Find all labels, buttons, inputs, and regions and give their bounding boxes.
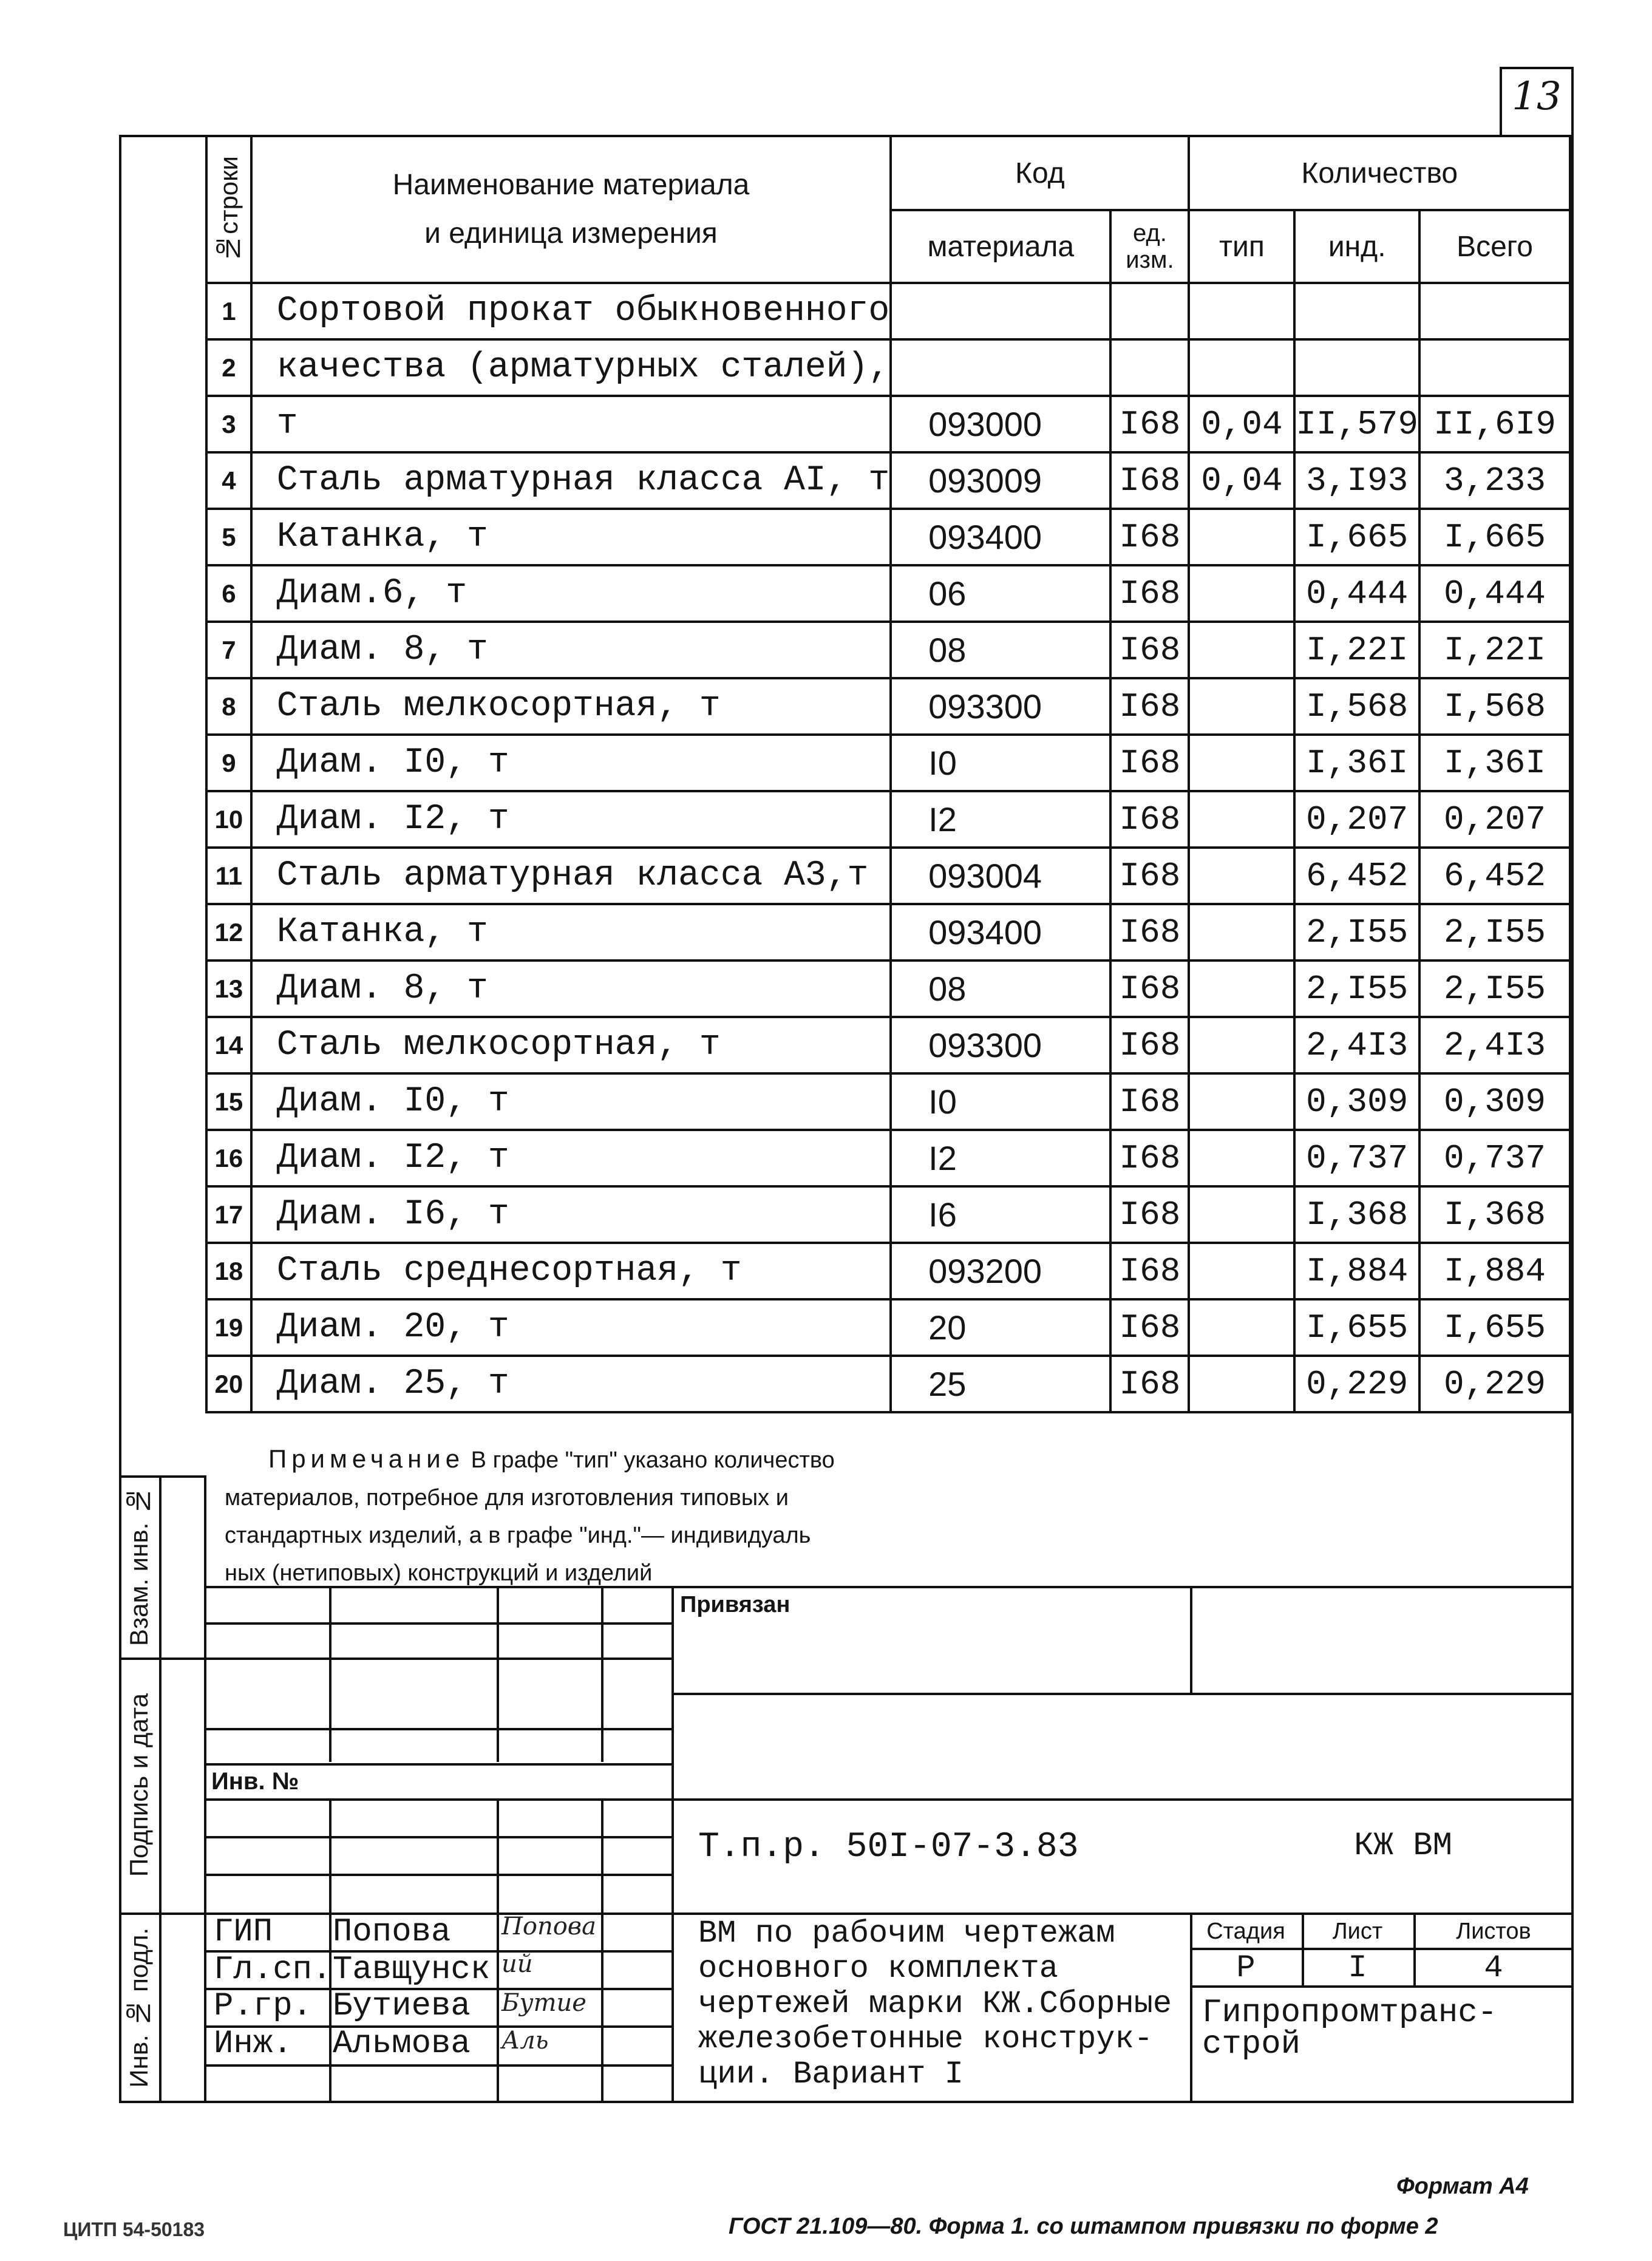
stamp-title: ВМ по рабочим чертежам основного комплекта чертежей марки КЖ.Сборные железобетонные конструк- ции. Вариант I — [698, 1916, 1172, 2092]
table-row — [206, 1017, 1570, 1073]
row-number: 11 — [206, 848, 251, 904]
row-total — [1419, 339, 1570, 396]
header-type: тип — [1189, 210, 1294, 283]
person-sign-3: Аль — [501, 2027, 549, 2055]
row-code: I0 — [891, 735, 1110, 791]
row-total: I,36I — [1419, 735, 1570, 791]
row-number: 14 — [206, 1017, 251, 1073]
row-number: 15 — [206, 1073, 251, 1130]
row-number: 18 — [206, 1243, 251, 1299]
row-number: 17 — [206, 1186, 251, 1243]
row-type — [1189, 848, 1294, 904]
row-number: 8 — [206, 678, 251, 735]
table-row — [206, 791, 1570, 848]
row-type — [1189, 283, 1294, 339]
label-podpis-data: Подпись и дата — [124, 1693, 153, 1877]
note-line4: ных (нетиповых) конструкций и изделий — [225, 1560, 653, 1586]
row-name: Сталь арматурная класса AI, т — [251, 452, 891, 509]
header-qty-group: Количество — [1189, 136, 1570, 210]
row-total: I,22I — [1419, 622, 1570, 678]
note-title: Примечание — [268, 1444, 465, 1473]
table-row — [206, 678, 1570, 735]
person-name-0: Попова — [333, 1914, 451, 1951]
row-code: 093009 — [891, 452, 1110, 509]
row-type — [1189, 565, 1294, 622]
stamp-inv-no: Инв. № — [211, 1768, 299, 1795]
table-row — [206, 396, 1570, 452]
row-total: 3,233 — [1419, 452, 1570, 509]
table-row — [206, 1186, 1570, 1243]
row-total: I,884 — [1419, 1243, 1570, 1299]
row-total: I,568 — [1419, 678, 1570, 735]
row-code: 093004 — [891, 848, 1110, 904]
row-type: 0,04 — [1189, 396, 1294, 452]
row-name: Диам.6, т — [251, 565, 891, 622]
row-total: 0,737 — [1419, 1130, 1570, 1186]
row-ind: 0,444 — [1294, 565, 1419, 622]
row-unit: I68 — [1110, 735, 1189, 791]
table-row — [206, 904, 1570, 960]
row-code: 093400 — [891, 509, 1110, 565]
row-unit: I68 — [1110, 452, 1189, 509]
row-type — [1189, 904, 1294, 960]
row-unit: I68 — [1110, 960, 1189, 1017]
row-number: 19 — [206, 1299, 251, 1356]
row-ind — [1294, 339, 1419, 396]
person-sign-0: Попова — [501, 1912, 596, 1940]
header-row-no: №строки — [206, 136, 251, 283]
row-total: 2,I55 — [1419, 960, 1570, 1017]
table-row — [206, 565, 1570, 622]
row-number: 1 — [206, 283, 251, 339]
row-ind: 0,229 — [1294, 1356, 1419, 1412]
header-code-group: Код — [891, 136, 1189, 210]
row-code: 093000 — [891, 396, 1110, 452]
table-row — [206, 1299, 1570, 1356]
label-vzam-inv: Взам. инв. № — [124, 1486, 153, 1647]
row-ind: 2,I55 — [1294, 960, 1419, 1017]
row-unit: I68 — [1110, 848, 1189, 904]
row-unit: I68 — [1110, 678, 1189, 735]
row-type — [1189, 678, 1294, 735]
row-type — [1189, 1243, 1294, 1299]
row-type — [1189, 1299, 1294, 1356]
row-unit: I68 — [1110, 1299, 1189, 1356]
row-ind: I,884 — [1294, 1243, 1419, 1299]
page-number: 13 — [1512, 74, 1562, 119]
note-line2: материалов, потребное для изготовления типовых и — [225, 1485, 789, 1511]
row-code: 093300 — [891, 678, 1110, 735]
row-type — [1189, 509, 1294, 565]
person-role-1: Гл.сп. — [214, 1951, 332, 1988]
person-sign-2: Бутие — [501, 1989, 586, 2017]
person-role-2: Р.гр. — [214, 1988, 313, 2025]
row-name: Диам. 25, т — [251, 1356, 891, 1412]
materials-table — [205, 135, 1571, 1413]
row-ind: I,665 — [1294, 509, 1419, 565]
row-type — [1189, 622, 1294, 678]
row-unit: I68 — [1110, 1243, 1189, 1299]
stamp-mark: КЖ ВМ — [1354, 1827, 1453, 1865]
row-unit: I68 — [1110, 509, 1189, 565]
row-total — [1419, 283, 1570, 339]
row-code — [891, 339, 1110, 396]
row-ind — [1294, 283, 1419, 339]
note-block — [225, 1440, 1257, 1592]
row-code: 06 — [891, 565, 1110, 622]
label-inv-podl: Инв. № подл. — [124, 1928, 153, 2088]
table-row — [206, 735, 1570, 791]
header-material: материала — [891, 210, 1110, 283]
row-code: I6 — [891, 1186, 1110, 1243]
row-ind: I,368 — [1294, 1186, 1419, 1243]
row-code: 093400 — [891, 904, 1110, 960]
row-type — [1189, 339, 1294, 396]
person-name-1: Тавщунск — [333, 1951, 491, 1988]
row-type — [1189, 960, 1294, 1017]
row-ind: 2,4I3 — [1294, 1017, 1419, 1073]
row-code: 20 — [891, 1299, 1110, 1356]
row-code: 08 — [891, 960, 1110, 1017]
row-total: I,665 — [1419, 509, 1570, 565]
table-row — [206, 622, 1570, 678]
row-number: 2 — [206, 339, 251, 396]
row-number: 4 — [206, 452, 251, 509]
row-name: т — [251, 396, 891, 452]
row-unit: I68 — [1110, 1017, 1189, 1073]
row-total: II,6I9 — [1419, 396, 1570, 452]
person-role-0: ГИП — [214, 1914, 273, 1951]
header-unit: ед. изм. — [1110, 210, 1189, 283]
row-number: 9 — [206, 735, 251, 791]
stamp-org: Гипропромтранс- строй — [1202, 1994, 1498, 2063]
row-name: Диам. I0, т — [251, 1073, 891, 1130]
row-code: 25 — [891, 1356, 1110, 1412]
row-ind: 6,452 — [1294, 848, 1419, 904]
table-row — [206, 1243, 1570, 1299]
row-name: Катанка, т — [251, 509, 891, 565]
row-name: Диам. I2, т — [251, 791, 891, 848]
person-name-3: Альмова — [333, 2025, 471, 2062]
row-total: 2,I55 — [1419, 904, 1570, 960]
row-name: Сталь мелкосортная, т — [251, 678, 891, 735]
row-number: 7 — [206, 622, 251, 678]
row-unit: I68 — [1110, 1186, 1189, 1243]
row-total: 0,309 — [1419, 1073, 1570, 1130]
row-name: Диам. 8, т — [251, 622, 891, 678]
footer-format: Формат А4 — [1396, 2174, 1529, 2199]
row-ind: 0,309 — [1294, 1073, 1419, 1130]
row-total: 2,4I3 — [1419, 1017, 1570, 1073]
row-total: 0,444 — [1419, 565, 1570, 622]
stamp-stage-label: Стадия — [1206, 1919, 1285, 1944]
row-code: I2 — [891, 791, 1110, 848]
row-type — [1189, 1073, 1294, 1130]
stamp-sheets-label: Листов — [1456, 1919, 1531, 1944]
row-unit — [1110, 339, 1189, 396]
row-type: 0,04 — [1189, 452, 1294, 509]
row-number: 5 — [206, 509, 251, 565]
stamp-doc-code: Т.п.р. 50I-07-3.83 — [698, 1827, 1079, 1867]
table-row — [206, 283, 1570, 339]
row-type — [1189, 1356, 1294, 1412]
table-row — [206, 960, 1570, 1017]
person-name-2: Бутиева — [333, 1988, 471, 2025]
table-row — [206, 1356, 1570, 1412]
row-type — [1189, 735, 1294, 791]
header-name: Наименование материала и единица измерения — [251, 136, 891, 283]
stamp-sheet: I — [1348, 1950, 1367, 1986]
row-number: 20 — [206, 1356, 251, 1412]
table-row — [206, 1130, 1570, 1186]
row-type — [1189, 791, 1294, 848]
row-ind: I,36I — [1294, 735, 1419, 791]
row-name: Диам. I6, т — [251, 1186, 891, 1243]
row-unit: I68 — [1110, 396, 1189, 452]
row-total: 0,229 — [1419, 1356, 1570, 1412]
row-code — [891, 283, 1110, 339]
row-ind: 3,I93 — [1294, 452, 1419, 509]
row-unit — [1110, 283, 1189, 339]
row-number: 10 — [206, 791, 251, 848]
row-name: Сталь среднесортная, т — [251, 1243, 891, 1299]
row-name: качества (арматурных сталей), — [251, 339, 891, 396]
row-number: 12 — [206, 904, 251, 960]
person-role-3: Инж. — [214, 2025, 293, 2062]
stamp-stage: Р — [1236, 1950, 1256, 1986]
row-ind: II,579 — [1294, 396, 1419, 452]
row-name: Катанка, т — [251, 904, 891, 960]
row-code: 093300 — [891, 1017, 1110, 1073]
row-unit: I68 — [1110, 1073, 1189, 1130]
row-name: Сталь мелкосортная, т — [251, 1017, 891, 1073]
row-total: 0,207 — [1419, 791, 1570, 848]
row-number: 16 — [206, 1130, 251, 1186]
row-unit: I68 — [1110, 565, 1189, 622]
table-row — [206, 452, 1570, 509]
row-code: 093200 — [891, 1243, 1110, 1299]
row-name: Сортовой прокат обыкновенного — [251, 283, 891, 339]
note-line1: В графе "тип" указано количество — [471, 1447, 835, 1473]
header-total: Всего — [1419, 210, 1570, 283]
person-sign-1: ий — [501, 1950, 533, 1978]
row-unit: I68 — [1110, 791, 1189, 848]
row-number: 3 — [206, 396, 251, 452]
row-unit: I68 — [1110, 1130, 1189, 1186]
note-line3: стандартных изделий, а в графе "инд."— индивидуаль — [225, 1523, 811, 1548]
row-ind: 0,207 — [1294, 791, 1419, 848]
row-code: I2 — [891, 1130, 1110, 1186]
row-unit: I68 — [1110, 1356, 1189, 1412]
row-ind: 0,737 — [1294, 1130, 1419, 1186]
row-total: I,368 — [1419, 1186, 1570, 1243]
row-ind: I,568 — [1294, 678, 1419, 735]
row-type — [1189, 1017, 1294, 1073]
row-total: 6,452 — [1419, 848, 1570, 904]
row-unit: I68 — [1110, 904, 1189, 960]
row-type — [1189, 1130, 1294, 1186]
row-number: 13 — [206, 960, 251, 1017]
row-ind: I,655 — [1294, 1299, 1419, 1356]
row-name: Диам. 20, т — [251, 1299, 891, 1356]
table-row — [206, 509, 1570, 565]
row-code: I0 — [891, 1073, 1110, 1130]
row-total: I,655 — [1419, 1299, 1570, 1356]
stamp-sheets: 4 — [1484, 1950, 1503, 1986]
table-row — [206, 339, 1570, 396]
row-name: Диам. I0, т — [251, 735, 891, 791]
footer-left: ЦИТП 54-50183 — [63, 2218, 205, 2240]
row-name: Сталь арматурная класса A3,т — [251, 848, 891, 904]
header-ind: инд. — [1294, 210, 1419, 283]
row-ind: I,22I — [1294, 622, 1419, 678]
stamp-sheet-label: Лист — [1332, 1919, 1383, 1944]
table-row — [206, 848, 1570, 904]
row-ind: 2,I55 — [1294, 904, 1419, 960]
stamp-privyazan: Привязан — [680, 1592, 790, 1617]
row-unit: I68 — [1110, 622, 1189, 678]
row-name: Диам. 8, т — [251, 960, 891, 1017]
row-name: Диам. I2, т — [251, 1130, 891, 1186]
row-number: 6 — [206, 565, 251, 622]
row-code: 08 — [891, 622, 1110, 678]
table-row — [206, 1073, 1570, 1130]
footer-gost: ГОСТ 21.109—80. Форма 1. со штампом привязки по форме 2 — [729, 2214, 1438, 2239]
row-type — [1189, 1186, 1294, 1243]
